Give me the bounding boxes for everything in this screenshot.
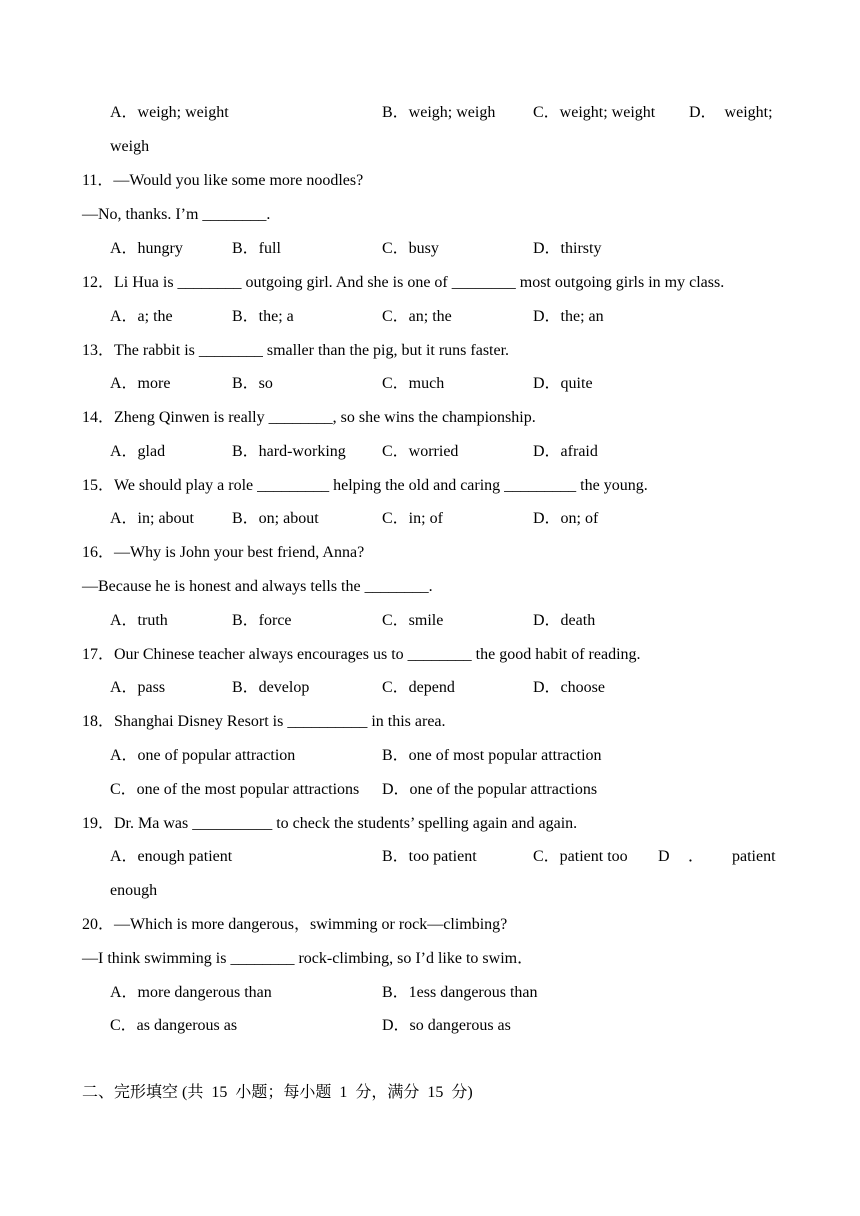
q16-option-c: C．smile <box>382 612 444 629</box>
q15-option-b: B．on; about <box>232 510 319 527</box>
q11-option-d: D．thirsty <box>533 240 602 257</box>
q10-option-d: D． weight; <box>689 104 773 121</box>
q19-option-a: A．enough patient <box>110 848 233 865</box>
q15-option-c: C．in; of <box>382 510 443 527</box>
q18-stem: 18．Shanghai Disney Resort is __________ in this area. <box>82 713 446 730</box>
q11-stem: 11．—Would you like some more noodles? <box>82 172 364 189</box>
q19-stem: 19．Dr. Ma was __________ to check the students’ spelling again and again. <box>82 815 578 832</box>
q15-stem: 15．We should play a role _________ helping the old and caring _________ the young. <box>82 477 648 494</box>
q10-option-b: B．weigh; weigh <box>382 104 496 121</box>
q17-option-a: A．pass <box>110 679 166 696</box>
q15-option-d: D．on; of <box>533 510 599 527</box>
q20-option-a: A．more dangerous than <box>110 984 272 1001</box>
q14-option-d: D．afraid <box>533 443 598 460</box>
q15-option-a: A．in; about <box>110 510 194 527</box>
section-2-heading: 二、完形填空 (共 15 小题；每小题 1 分，满分 15 分) <box>82 1084 473 1101</box>
q10-option-d-wrap: weigh <box>110 138 150 155</box>
q16-stem: 16．—Why is John your best friend, Anna? <box>82 544 365 561</box>
q19-option-d-letter: D <box>658 848 670 865</box>
q16-option-b: B．force <box>232 612 292 629</box>
q12-option-b: B．the; a <box>232 308 294 325</box>
q17-option-d: D．choose <box>533 679 605 696</box>
q13-option-c: C．much <box>382 375 445 392</box>
q12-option-a: A．a; the <box>110 308 173 325</box>
q14-option-a: A．glad <box>110 443 166 460</box>
q17-option-b: B．develop <box>232 679 310 696</box>
q18-option-a: A．one of popular attraction <box>110 747 296 764</box>
q19-option-b: B．too patient <box>382 848 477 865</box>
q20-stem: 20．—Which is more dangerous，swimming or rock—climbing? <box>82 916 508 933</box>
q16-reply: —Because he is honest and always tells the ________. <box>82 578 433 595</box>
q14-stem: 14．Zheng Qinwen is really ________, so she wins the championship. <box>82 409 536 426</box>
q19-option-d-mark: ． <box>688 848 705 865</box>
q12-stem: 12．Li Hua is ________ outgoing girl. And she is one of ________ most outgoing girls in my class. <box>82 274 725 291</box>
q17-option-c: C．depend <box>382 679 455 696</box>
q18-option-d: D．one of the popular attractions <box>382 781 598 798</box>
q16-option-d: D．death <box>533 612 596 629</box>
q20-option-d: D．so dangerous as <box>382 1017 511 1034</box>
q12-option-d: D．the; an <box>533 308 604 325</box>
q18-option-b: B．one of most popular attraction <box>382 747 602 764</box>
q19-option-d-wrap: enough <box>110 882 158 899</box>
q11-reply: —No, thanks. I’m ________. <box>82 206 271 223</box>
q20-option-c: C．as dangerous as <box>110 1017 238 1034</box>
q10-option-c: C．weight; weight <box>533 104 656 121</box>
q17-stem: 17．Our Chinese teacher always encourages us to ________ the good habit of reading. <box>82 646 641 663</box>
q11-option-b: B．full <box>232 240 281 257</box>
q19-option-c: C．patient too <box>533 848 628 865</box>
q10-option-a: A．weigh; weight <box>110 104 229 121</box>
q11-option-a: A．hungry <box>110 240 183 257</box>
q19-option-d-text: patient <box>732 848 776 865</box>
q12-option-c: C．an; the <box>382 308 452 325</box>
q13-stem: 13．The rabbit is ________ smaller than the pig, but it runs faster. <box>82 342 510 359</box>
q13-option-b: B．so <box>232 375 273 392</box>
q13-option-d: D．quite <box>533 375 593 392</box>
q16-option-a: A．truth <box>110 612 168 629</box>
q14-option-c: C．worried <box>382 443 459 460</box>
q18-option-c: C．one of the most popular attractions <box>110 781 360 798</box>
q20-option-b: B．1ess dangerous than <box>382 984 538 1001</box>
q20-reply: —I think swimming is ________ rock-climbing, so I’d like to swim． <box>82 950 534 967</box>
q11-option-c: C．busy <box>382 240 439 257</box>
q13-option-a: A．more <box>110 375 171 392</box>
q14-option-b: B．hard-working <box>232 443 346 460</box>
